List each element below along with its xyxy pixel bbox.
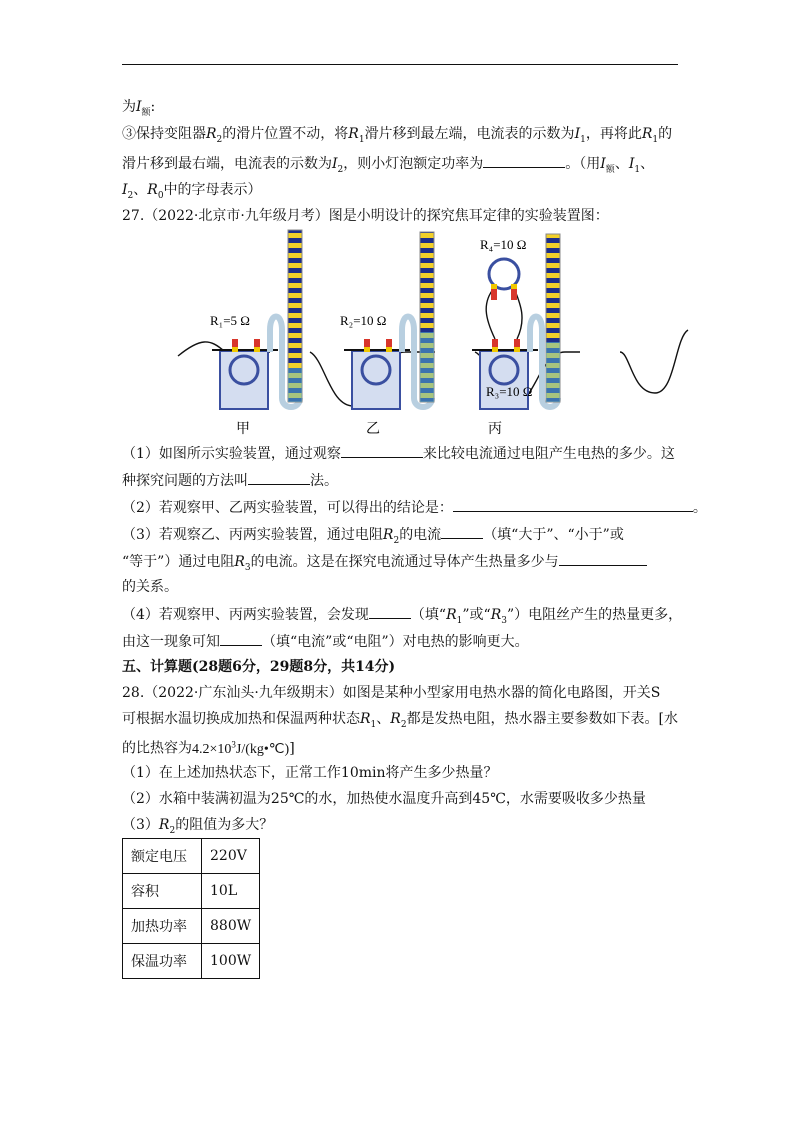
table-row [123, 944, 260, 979]
apparatus-bing [472, 234, 560, 409]
answer-blank [441, 524, 483, 539]
q27-part3-line3: 的关系。 [122, 579, 178, 595]
q28-sub-3: $(3)R_2$的阻值为多大？ [122, 817, 274, 836]
label-r2: R₂=10 Ω [340, 313, 387, 328]
table-row [123, 909, 260, 944]
q28-line-1: 28.（2022·广东汕头·九年级期末）如图是某种小型家用电热水器的简化电路图，开关S [122, 685, 661, 701]
answer-blank [220, 631, 262, 646]
table-value: 10L [202, 874, 260, 909]
q27-part1-line1: （1）如图所示实验装置，通过观察 来比较电流通过电阻产生电热的多少。这 [122, 443, 675, 464]
q28-line-3: 的比热容为$4.2\times 10^3J/(kg•℃)$] [122, 739, 295, 757]
table-value: 100W [202, 944, 260, 979]
q28-line-2: 可根据水温切换成加热和保温两种状态$R_1$、$R_2$都是发热电阻，热水器主要参数如下表。[水 [122, 711, 679, 730]
table-key: 额定电压 [123, 839, 202, 874]
q28-sub-2: （2）水箱中装满初温为25℃的水，加热使水温度升高到45℃，水需要吸收多少热量 [122, 791, 646, 807]
table-value: 220V [202, 839, 260, 874]
q28-sub-1: （1）在上述加热状态下，正常工作10min将产生多少热量？ [122, 765, 498, 781]
table-row [123, 839, 260, 874]
answer-blank [341, 443, 423, 458]
table-key: 保温功率 [123, 944, 202, 979]
answer-blank [453, 497, 693, 512]
q27-stem: 27.（2022·北京市·九年级月考）图是小明设计的探究焦耳定律的实验装置图： [122, 208, 609, 224]
q26-line-4: $I_2$、$R_0$中的字母表示） [122, 182, 262, 201]
label-r4: R₄=10 Ω [480, 237, 527, 252]
q27-part4-line2: 由这一现象可知 （填“电流”或“电阻”）对电热的影响更大。 [122, 631, 529, 652]
table-key: 加热功率 [123, 909, 202, 944]
answer-blank [369, 604, 411, 619]
table-key: 容积 [123, 874, 202, 909]
label-jia: 甲 [236, 422, 250, 437]
answer-blank [248, 470, 310, 485]
q26-line-3: 滑片移到最右端，电流表的示数为$I_2$，则小灯泡额定功率为 。（用$I_额$、$I_1$、 [122, 153, 654, 180]
heater-parameters-table [122, 838, 260, 979]
answer-blank [559, 551, 647, 566]
table-row [123, 874, 260, 909]
joule-law-apparatus-figure [170, 228, 690, 438]
q26-line-2: ③保持变阻器$R_2$的滑片位置不动，将$R_1$滑片移到最左端，电流表的示数为$I_1$，再将此$R_1$的 [122, 126, 673, 145]
q27-part3-line1: （3）若观察乙、丙两实验装置，通过电阻$R_2$的电流 （填“大于”、“小于”或 [122, 524, 624, 551]
q26-line-1: 为$I_额$: [122, 99, 156, 118]
table-value: 880W [202, 909, 260, 944]
label-bing: 丙 [488, 422, 502, 437]
q27-part4-line1: （4）若观察甲、丙两实验装置，会发现 （填“$R_1$”或“$R_3$”）电阻丝产生的热量更多， [122, 604, 682, 631]
section-heading: 五、计算题(28题6分，29题8分，共14分) [122, 659, 396, 675]
q27-part1-line2: 种探究问题的方法叫 法。 [122, 470, 338, 491]
label-r3: R₃=10 Ω [486, 384, 533, 399]
q27-part3-line2: “等于”）通过电阻$R_3$的电流。这是在探究电流通过导体产生热量多少与 [122, 551, 647, 578]
label-r1: R₁=5 Ω [210, 313, 250, 328]
header-rule [122, 64, 678, 65]
label-yi: 乙 [366, 422, 380, 437]
answer-blank [483, 153, 565, 168]
q27-part2: （2）若观察甲、乙两实验装置，可以得出的结论是： 。 [122, 497, 707, 518]
